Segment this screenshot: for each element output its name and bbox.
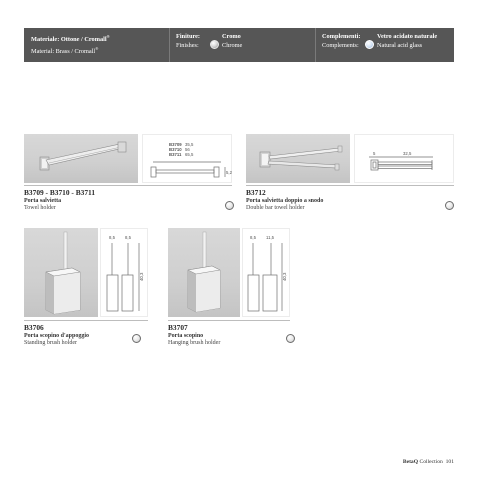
registered-mark: ®: [106, 34, 110, 39]
dim-value-b3710: 56: [185, 147, 190, 152]
dim-height-b3707: 40,3: [282, 272, 287, 281]
double-towel-holder-image: [246, 134, 350, 183]
materials-label-en: Material: Brass / Cromall: [31, 47, 96, 55]
finish-indicator-b3712: [445, 201, 454, 210]
finish-indicator-b3709: [225, 201, 234, 210]
dim-depth-b3707: 11,5: [266, 235, 275, 240]
dim-code-b3711: B3711: [169, 152, 182, 157]
page-footer: [403, 459, 454, 465]
hanging-brush-holder-photo: [168, 228, 240, 317]
product-name-it-b3709: Porta salvietta: [24, 198, 62, 204]
registered-mark-en: ®: [95, 45, 99, 51]
dim-value-b3709: 35,5: [185, 142, 194, 147]
finish-indicator-b3707: [286, 334, 295, 343]
finish-name: [222, 33, 242, 50]
towel-holder-image: [24, 134, 138, 183]
product-name-it-b3706: Porta scopino d'appoggio: [24, 333, 90, 339]
finishes-label-en: Finishes:: [176, 41, 199, 49]
dim-width-b3706: 8,5: [109, 235, 115, 240]
dim-height-towel: 5,2: [226, 170, 232, 175]
product-name-en-b3707: Hanging brush holder: [168, 340, 221, 346]
complements-label-en: Complements:: [322, 41, 359, 49]
finish-indicator-b3706: [132, 334, 141, 343]
footer-collection: Collection: [419, 459, 443, 465]
complements-labels: [322, 33, 360, 50]
dim-code-b3710: B3710: [169, 147, 182, 152]
materials-label-it: Materiale: Ottone / Cromall: [31, 36, 107, 44]
standing-brush-holder-dimension-drawing: [101, 229, 149, 318]
footer-brand: BetaQ: [402, 459, 419, 465]
separator-2: [246, 185, 454, 186]
standing-brush-holder-photo: [24, 228, 98, 317]
dim-depth-double: 5: [373, 151, 376, 156]
dim-value-b3711: 65,5: [185, 152, 194, 157]
standing-brush-holder-image: [24, 228, 98, 317]
acid-glass-swatch: [365, 40, 374, 49]
header-divider-2: [315, 28, 316, 62]
standing-brush-holder-drawing: [100, 228, 148, 317]
product-code-b3709: B3709 - B3710 - B3711: [24, 188, 96, 197]
finish-name-it: Cromo: [222, 33, 241, 40]
product-name-en-b3706: Standing brush holder: [24, 340, 77, 346]
towel-holder-drawing: [142, 134, 232, 183]
finishes-label-it: Finiture:: [176, 33, 201, 40]
towel-holder-photo: [24, 134, 138, 183]
chrome-finish-swatch: [210, 40, 219, 49]
product-name-it-b3707: Porta scopino: [168, 333, 204, 339]
product-name-it-b3712: Porta salvietta doppio a snodo: [246, 198, 324, 204]
double-towel-holder-dimension-drawing: [355, 135, 455, 184]
finishes-labels: [176, 33, 200, 50]
dim-code-b3709: B3709: [169, 142, 182, 147]
materials-block: [31, 33, 110, 56]
double-towel-holder-photo: [246, 134, 350, 183]
separator-3: [24, 320, 148, 321]
dim-length-double: 32,5: [403, 151, 412, 156]
page-number: 101: [445, 459, 454, 465]
separator-4: [168, 320, 290, 321]
complement-name-en: Natural acid glass: [377, 41, 423, 49]
finish-name-en: Chrome: [222, 41, 243, 49]
complement-name-it: Vetro acidato naturale: [377, 33, 438, 40]
hanging-brush-holder-image: [168, 228, 240, 317]
separator-1: [24, 185, 232, 186]
product-name-en-b3712: Double bar towel holder: [246, 205, 305, 211]
hanging-brush-holder-dimension-drawing: [243, 229, 291, 318]
dim-height-b3706: 40,3: [139, 272, 144, 281]
towel-holder-dimension-drawing: [143, 135, 233, 184]
product-code-b3707: B3707: [168, 323, 188, 332]
product-name-en-b3709: Towel holder: [24, 205, 56, 211]
hanging-brush-holder-drawing: [242, 228, 290, 317]
header-divider: [169, 28, 170, 62]
dim-depth-b3706: 8,5: [125, 235, 131, 240]
product-code-b3706: B3706: [24, 323, 44, 332]
complement-name: [377, 33, 437, 50]
dim-width-b3707: 8,5: [250, 235, 256, 240]
materials-finishes-header: [24, 28, 454, 62]
complements-label-it: Complementi:: [322, 33, 361, 40]
double-towel-holder-drawing: [354, 134, 454, 183]
product-code-b3712: B3712: [246, 188, 266, 197]
